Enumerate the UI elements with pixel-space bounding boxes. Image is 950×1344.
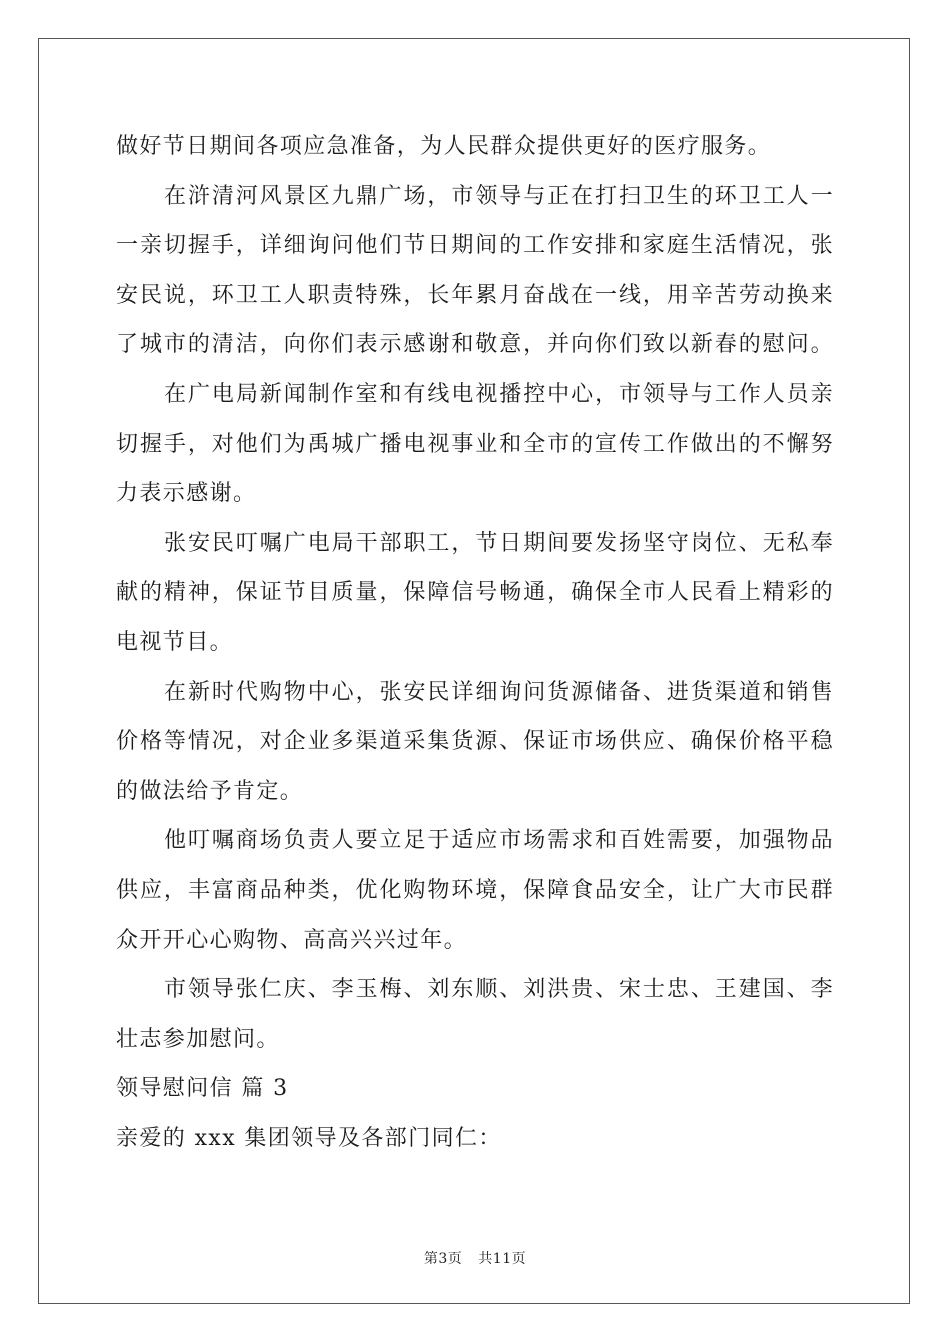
text-line: 安民说，环卫工人职责特殊，长年累月奋战在一线，用辛苦劳动换来 [116, 282, 834, 308]
text-line: 献的精神，保证节目质量，保障信号畅通，确保全市人民看上精彩的 [116, 580, 834, 606]
page-footer [0, 1248, 950, 1268]
text-line: 电视节目。 [116, 629, 234, 655]
text-line: 众开开心心购物、高高兴兴过年。 [116, 927, 468, 953]
text-line: 做好节日期间各项应急准备，为人民群众提供更好的医疗服务。 [116, 134, 772, 159]
text-line: 的做法给予肯定。 [116, 778, 304, 804]
page-number: 第3页 [423, 1251, 463, 1267]
text-line: 张安民叮嘱广电局干部职工，节日期间要发扬坚守岗位、无私奉 [164, 530, 834, 556]
text-line: 他叮嘱商场负责人要立足于适应市场需求和百姓需要，加强物品 [164, 828, 834, 854]
text-line: 力表示感谢。 [116, 481, 257, 507]
text-line: 亲爱的 xxx 集团领导及各部门同仁： [116, 1125, 502, 1151]
text-line: 一亲切握手，详细询问他们节日期间的工作安排和家庭生活情况，张 [116, 233, 834, 259]
text-line: 在浒清河风景区九鼎广场，市领导与正在打扫卫生的环卫工人一 [164, 183, 834, 209]
text-line: 在新时代购物中心，张安民详细询问货源储备、进货渠道和销售 [164, 679, 834, 705]
document-body [116, 122, 834, 1163]
text-line: 领导慰问信 篇 3 [116, 1076, 289, 1102]
page-total: 共11页 [478, 1251, 527, 1267]
text-line: 了城市的清洁，向你们表示感谢和敬意，并向你们致以新春的慰问。 [116, 332, 834, 358]
text-line: 壮志参加慰问。 [116, 1026, 280, 1052]
text-line: 切握手，对他们为禹城广播电视事业和全市的宣传工作做出的不懈努 [116, 431, 834, 457]
text-line: 供应，丰富商品种类，优化购物环境，保障食品安全，让广大市民群 [116, 877, 834, 903]
text-line: 在广电局新闻制作室和有线电视播控中心，市领导与工作人员亲 [164, 381, 834, 407]
text-line: 价格等情况，对企业多渠道采集货源、保证市场供应、确保价格平稳 [116, 729, 834, 755]
text-line: 市领导张仁庆、李玉梅、刘东顺、刘洪贵、宋士忠、王建国、李 [164, 977, 834, 1003]
